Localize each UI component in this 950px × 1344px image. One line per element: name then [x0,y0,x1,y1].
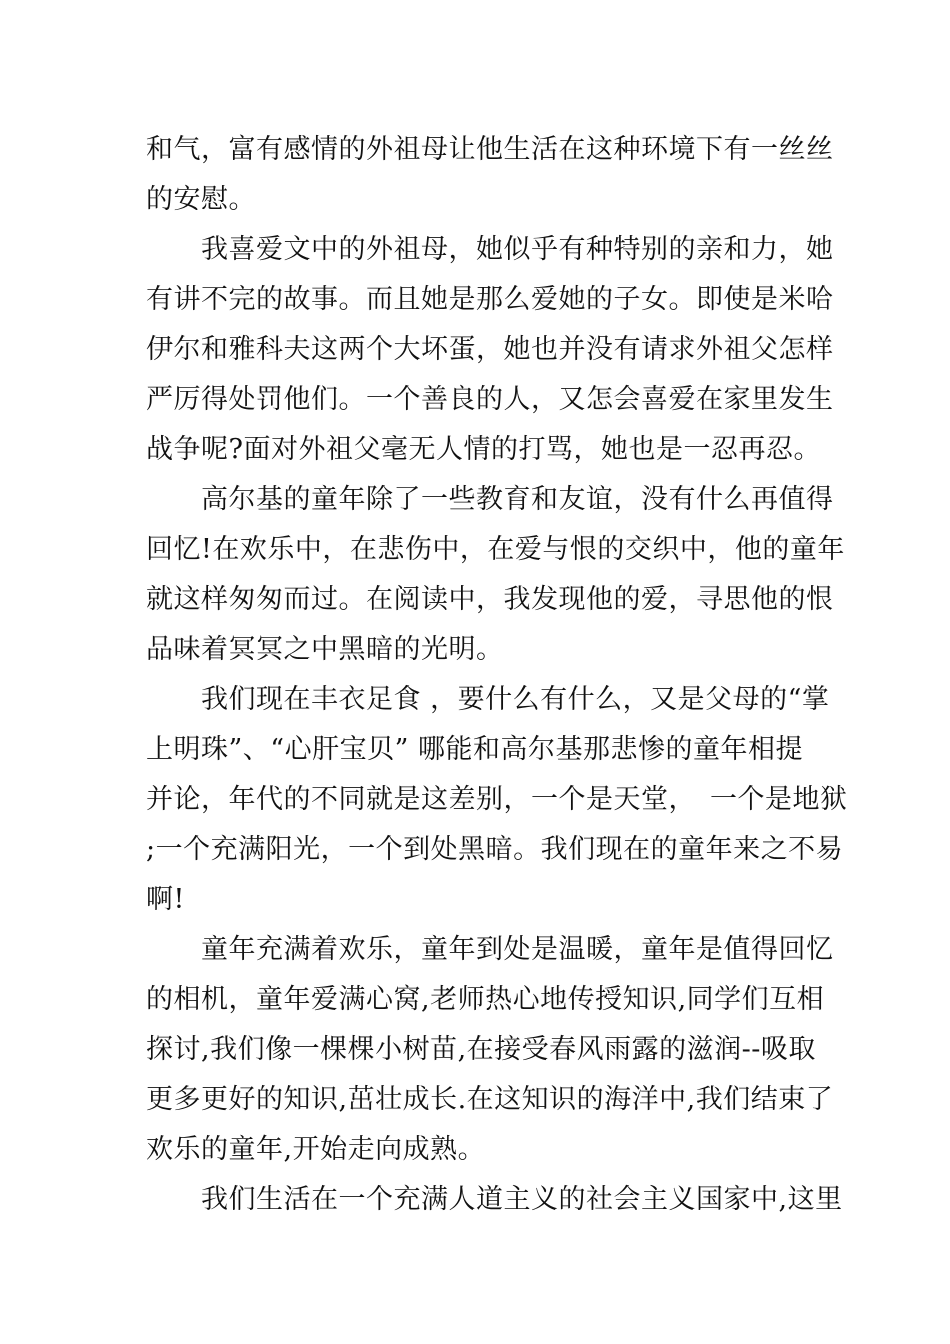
text-line: 啊! [146,884,185,915]
text-line: 高尔基的童年除了一些教育和友谊，没有什么再值得 [146,484,834,515]
text-line: 我们现在丰衣足食 ，要什么有什么，又是父母的“掌 [146,684,830,715]
text-line: 严厉得处罚他们。一个善良的人，又怎会喜爱在家里发生 [146,384,834,415]
text-line: 有讲不完的故事。而且她是那么爱她的子女。即使是米哈 [146,284,834,315]
text-line: 更多更好的知识,茁壮成长.在这知识的海洋中,我们结束了 [146,1084,834,1115]
text-line: 的相机，童年爱满心窝,老师热心地传授知识,同学们互相 [146,984,825,1015]
text-line: 回忆!在欢乐中，在悲伤中，在爱与恨的交织中，他的童年 [146,534,845,565]
text-line: 我喜爱文中的外祖母，她似乎有种特别的亲和力，她 [146,234,834,265]
text-line: 的安慰。 [146,184,256,215]
text-line: 战争呢?面对外祖父毫无人情的打骂，她也是一忍再忍。 [146,434,821,465]
text-line: 童年充满着欢乐，童年到处是温暖，童年是值得回忆 [146,934,834,965]
text-line: 品味着冥冥之中黑暗的光明。 [146,634,504,665]
text-line: 和气，富有感情的外祖母让他生活在这种环境下有一丝丝 [146,134,834,165]
text-line: 伊尔和雅科夫这两个大坏蛋，她也并没有请求外祖父怎样 [146,334,834,365]
text-line: 我们生活在一个充满人道主义的社会主义国家中,这里 [146,1184,843,1215]
text-line: 并论，年代的不同就是这差别，一个是天堂， 一个是地狱 [146,784,848,815]
text-line: 就这样匆匆而过。在阅读中，我发现他的爱，寻思他的恨 [146,584,834,615]
text-line: 探讨,我们像一棵棵小树苗,在接受春风雨露的滋润--吸取 [146,1034,816,1065]
text-line: 上明珠”、“心肝宝贝” 哪能和高尔基那悲惨的童年相提 [146,734,803,765]
text-line: ;一个充满阳光，一个到处黑暗。我们现在的童年来之不易 [146,834,844,865]
text-line: 欢乐的童年,开始走向成熟。 [146,1134,486,1165]
